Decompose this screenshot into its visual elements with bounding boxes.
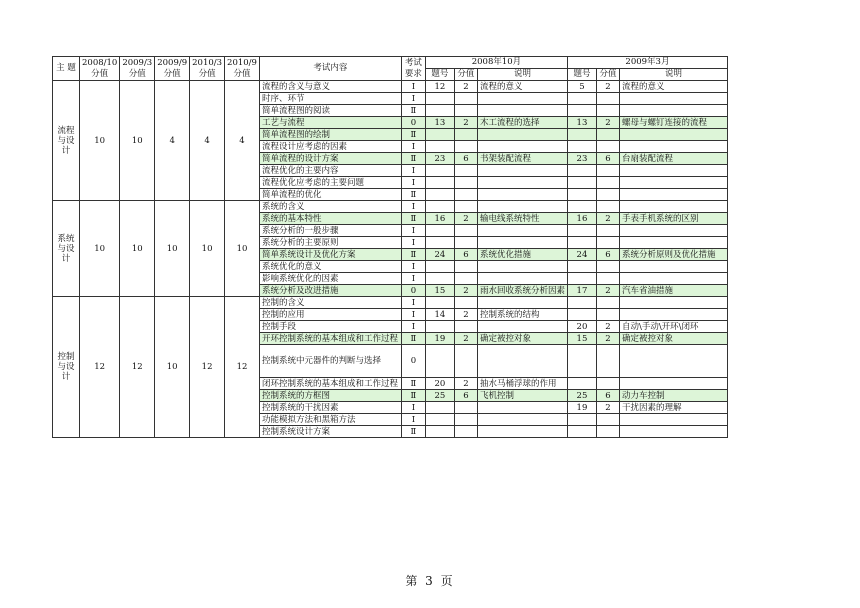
header-row-1 — [53, 57, 728, 69]
b-score-cell — [596, 261, 619, 273]
b-score-cell — [596, 378, 619, 390]
section-score: 12 — [80, 297, 120, 438]
header-score-2008-10: 2008/10分值 — [80, 57, 120, 81]
content-cell: 系统分析的主要原则 — [259, 237, 401, 249]
section-topic: 流程与设计 — [53, 81, 80, 201]
b-desc-cell: 汽车省油措施 — [619, 285, 727, 297]
content-cell: 流程优化的主要内容 — [259, 165, 401, 177]
b-desc-cell: 自动\手动\开环\闭环 — [619, 321, 727, 333]
table-row — [53, 297, 728, 309]
requirement-cell: Ⅱ — [401, 390, 425, 402]
b-score-cell — [596, 189, 619, 201]
b-score-cell: 2 — [596, 117, 619, 129]
a-question-cell — [425, 345, 454, 378]
b-desc-cell: 系统分析原则及优化措施 — [619, 249, 727, 261]
a-question-cell: 20 — [425, 378, 454, 390]
a-score-cell: 2 — [454, 213, 477, 225]
b-question-cell: 13 — [567, 117, 596, 129]
section-score: 12 — [225, 297, 260, 438]
a-question-cell: 13 — [425, 117, 454, 129]
b-desc-cell — [619, 414, 727, 426]
requirement-cell: Ⅰ — [401, 273, 425, 285]
a-score-cell — [454, 426, 477, 438]
a-desc-cell — [477, 297, 567, 309]
header-score-2010-9: 2010/9分值 — [225, 57, 260, 81]
content-cell: 控制的含义 — [259, 297, 401, 309]
b-score-cell: 2 — [596, 81, 619, 93]
requirement-cell: Ⅱ — [401, 426, 425, 438]
requirement-cell: 0 — [401, 345, 425, 378]
header-a-question: 题号 — [425, 69, 454, 81]
a-question-cell — [425, 426, 454, 438]
b-question-cell: 19 — [567, 402, 596, 414]
content-cell: 开环控制系统的基本组成和工作过程 — [259, 333, 401, 345]
b-desc-cell — [619, 105, 727, 117]
a-question-cell: 16 — [425, 213, 454, 225]
b-question-cell: 20 — [567, 321, 596, 333]
b-desc-cell — [619, 177, 727, 189]
a-score-cell — [454, 165, 477, 177]
a-score-cell — [454, 105, 477, 117]
a-score-cell: 2 — [454, 285, 477, 297]
b-score-cell — [596, 273, 619, 285]
section-score: 10 — [225, 201, 260, 297]
a-question-cell: 12 — [425, 81, 454, 93]
a-score-cell: 2 — [454, 378, 477, 390]
b-desc-cell — [619, 261, 727, 273]
b-score-cell — [596, 165, 619, 177]
a-desc-cell — [477, 129, 567, 141]
a-score-cell — [454, 402, 477, 414]
b-desc-cell — [619, 273, 727, 285]
header-score-2009-9: 2009/9分值 — [155, 57, 190, 81]
b-question-cell — [567, 165, 596, 177]
a-question-cell — [425, 141, 454, 153]
a-score-cell — [454, 345, 477, 378]
a-question-cell: 15 — [425, 285, 454, 297]
table-row — [53, 201, 728, 213]
a-score-cell — [454, 237, 477, 249]
a-desc-cell — [477, 177, 567, 189]
b-desc-cell — [619, 237, 727, 249]
a-desc-cell — [477, 261, 567, 273]
a-question-cell — [425, 237, 454, 249]
b-score-cell: 2 — [596, 285, 619, 297]
section-score: 10 — [120, 201, 155, 297]
a-desc-cell — [477, 141, 567, 153]
content-cell: 系统优化的意义 — [259, 261, 401, 273]
header-exam-2008-10: 2008年10月 — [425, 57, 567, 69]
requirement-cell: Ⅰ — [401, 177, 425, 189]
b-desc-cell — [619, 309, 727, 321]
a-question-cell — [425, 273, 454, 285]
a-score-cell: 6 — [454, 153, 477, 165]
a-question-cell — [425, 321, 454, 333]
content-cell: 简单系统设计及优化方案 — [259, 249, 401, 261]
a-desc-cell — [477, 225, 567, 237]
b-question-cell — [567, 93, 596, 105]
a-question-cell — [425, 177, 454, 189]
b-desc-cell — [619, 297, 727, 309]
page-number: 第 3 页 — [405, 574, 455, 588]
b-score-cell: 2 — [596, 321, 619, 333]
b-desc-cell — [619, 426, 727, 438]
a-desc-cell — [477, 105, 567, 117]
section-score: 10 — [80, 201, 120, 297]
a-desc-cell — [477, 273, 567, 285]
b-score-cell — [596, 345, 619, 378]
b-score-cell — [596, 426, 619, 438]
content-cell: 流程设计应考虑的因素 — [259, 141, 401, 153]
b-score-cell — [596, 297, 619, 309]
requirement-cell: Ⅱ — [401, 189, 425, 201]
a-desc-cell: 确定被控对象 — [477, 333, 567, 345]
header-b-desc: 说明 — [619, 69, 727, 81]
header-topic: 主 题 — [53, 57, 80, 81]
a-question-cell: 14 — [425, 309, 454, 321]
content-cell: 闭环控制系统的基本组成和工作过程 — [259, 378, 401, 390]
content-cell: 简单流程的设计方案 — [259, 153, 401, 165]
section-topic: 系统与设计 — [53, 201, 80, 297]
section-score: 10 — [190, 201, 225, 297]
b-desc-cell: 台扇装配流程 — [619, 153, 727, 165]
b-desc-cell — [619, 201, 727, 213]
section-score: 10 — [155, 297, 190, 438]
a-desc-cell: 抽水马桶浮球的作用 — [477, 378, 567, 390]
b-question-cell — [567, 378, 596, 390]
header-exam-2009-3: 2009年3月 — [567, 57, 727, 69]
b-score-cell — [596, 141, 619, 153]
b-question-cell — [567, 273, 596, 285]
requirement-cell: Ⅰ — [401, 81, 425, 93]
b-question-cell: 15 — [567, 333, 596, 345]
requirement-cell: Ⅰ — [401, 225, 425, 237]
b-question-cell — [567, 189, 596, 201]
requirement-cell: Ⅰ — [401, 402, 425, 414]
a-question-cell — [425, 414, 454, 426]
section-score: 4 — [190, 81, 225, 201]
a-score-cell: 2 — [454, 117, 477, 129]
a-desc-cell — [477, 237, 567, 249]
requirement-cell: Ⅰ — [401, 165, 425, 177]
a-desc-cell: 输电线系统特性 — [477, 213, 567, 225]
b-question-cell — [567, 426, 596, 438]
a-score-cell — [454, 225, 477, 237]
requirement-cell: Ⅰ — [401, 237, 425, 249]
a-score-cell — [454, 177, 477, 189]
requirement-cell: Ⅱ — [401, 129, 425, 141]
a-desc-cell — [477, 426, 567, 438]
table-row — [53, 81, 728, 93]
a-score-cell — [454, 273, 477, 285]
header-score-2010-3: 2010/3分值 — [190, 57, 225, 81]
b-question-cell — [567, 414, 596, 426]
b-score-cell: 6 — [596, 390, 619, 402]
a-question-cell: 19 — [425, 333, 454, 345]
a-question-cell — [425, 105, 454, 117]
header-content: 考试内容 — [259, 57, 401, 81]
a-score-cell: 2 — [454, 333, 477, 345]
b-desc-cell — [619, 165, 727, 177]
requirement-cell: 0 — [401, 117, 425, 129]
a-question-cell: 23 — [425, 153, 454, 165]
b-desc-cell — [619, 129, 727, 141]
header-a-score: 分值 — [454, 69, 477, 81]
header-b-score: 分值 — [596, 69, 619, 81]
b-score-cell — [596, 414, 619, 426]
requirement-cell: Ⅱ — [401, 333, 425, 345]
b-desc-cell — [619, 189, 727, 201]
a-question-cell — [425, 201, 454, 213]
b-desc-cell — [619, 141, 727, 153]
b-question-cell: 24 — [567, 249, 596, 261]
content-cell: 时序、环节 — [259, 93, 401, 105]
requirement-cell: Ⅰ — [401, 261, 425, 273]
section-score: 10 — [120, 81, 155, 201]
a-question-cell — [425, 402, 454, 414]
a-score-cell — [454, 141, 477, 153]
a-question-cell — [425, 129, 454, 141]
requirement-cell: Ⅰ — [401, 297, 425, 309]
requirement-cell: Ⅰ — [401, 201, 425, 213]
header-b-question: 题号 — [567, 69, 596, 81]
a-desc-cell — [477, 321, 567, 333]
b-desc-cell: 螺母与螺钉连接的流程 — [619, 117, 727, 129]
b-desc-cell — [619, 345, 727, 378]
b-desc-cell: 干扰因素的理解 — [619, 402, 727, 414]
a-score-cell — [454, 321, 477, 333]
b-score-cell: 2 — [596, 333, 619, 345]
b-question-cell — [567, 261, 596, 273]
a-score-cell — [454, 414, 477, 426]
b-desc-cell — [619, 378, 727, 390]
content-cell: 控制系统的方框图 — [259, 390, 401, 402]
section-topic: 控制与设计 — [53, 297, 80, 438]
content-cell: 简单流程图的阅读 — [259, 105, 401, 117]
content-cell: 工艺与流程 — [259, 117, 401, 129]
b-score-cell — [596, 309, 619, 321]
requirement-cell: Ⅰ — [401, 93, 425, 105]
b-desc-cell — [619, 93, 727, 105]
a-question-cell — [425, 261, 454, 273]
requirement-cell: Ⅱ — [401, 105, 425, 117]
b-score-cell — [596, 177, 619, 189]
b-score-cell — [596, 93, 619, 105]
exam-analysis-table — [52, 56, 728, 438]
b-desc-cell: 手表手机系统的区别 — [619, 213, 727, 225]
requirement-cell: Ⅱ — [401, 378, 425, 390]
content-cell: 系统分析的一般步骤 — [259, 225, 401, 237]
a-score-cell — [454, 129, 477, 141]
b-desc-cell — [619, 225, 727, 237]
a-desc-cell: 流程的意义 — [477, 81, 567, 93]
content-cell: 控制手段 — [259, 321, 401, 333]
b-score-cell — [596, 237, 619, 249]
a-question-cell — [425, 297, 454, 309]
b-question-cell: 17 — [567, 285, 596, 297]
a-question-cell — [425, 93, 454, 105]
b-question-cell — [567, 141, 596, 153]
a-desc-cell — [477, 402, 567, 414]
section-score: 12 — [120, 297, 155, 438]
a-score-cell: 6 — [454, 390, 477, 402]
b-question-cell: 16 — [567, 213, 596, 225]
requirement-cell: 0 — [401, 285, 425, 297]
requirement-cell: Ⅰ — [401, 309, 425, 321]
b-question-cell — [567, 201, 596, 213]
section-score: 10 — [155, 201, 190, 297]
section-score: 4 — [155, 81, 190, 201]
b-question-cell — [567, 297, 596, 309]
requirement-cell: Ⅱ — [401, 153, 425, 165]
a-desc-cell — [477, 414, 567, 426]
a-question-cell — [425, 225, 454, 237]
b-score-cell: 6 — [596, 153, 619, 165]
header-a-desc: 说明 — [477, 69, 567, 81]
a-question-cell: 25 — [425, 390, 454, 402]
b-desc-cell: 流程的意义 — [619, 81, 727, 93]
b-score-cell — [596, 105, 619, 117]
a-desc-cell — [477, 93, 567, 105]
b-question-cell: 25 — [567, 390, 596, 402]
a-question-cell — [425, 189, 454, 201]
content-cell: 功能模拟方法和黑箱方法 — [259, 414, 401, 426]
a-score-cell: 2 — [454, 81, 477, 93]
b-question-cell — [567, 225, 596, 237]
a-desc-cell — [477, 345, 567, 378]
content-cell: 简单流程的优化 — [259, 189, 401, 201]
b-score-cell: 2 — [596, 213, 619, 225]
a-score-cell — [454, 297, 477, 309]
content-cell: 流程优化应考虑的主要问题 — [259, 177, 401, 189]
a-desc-cell: 飞机控制 — [477, 390, 567, 402]
section-score: 4 — [225, 81, 260, 201]
b-question-cell — [567, 177, 596, 189]
b-score-cell — [596, 201, 619, 213]
a-score-cell: 2 — [454, 309, 477, 321]
b-desc-cell: 动力车控制 — [619, 390, 727, 402]
a-score-cell — [454, 201, 477, 213]
b-score-cell: 6 — [596, 249, 619, 261]
content-cell: 影响系统优化的因素 — [259, 273, 401, 285]
requirement-cell: Ⅰ — [401, 141, 425, 153]
requirement-cell: Ⅱ — [401, 213, 425, 225]
b-question-cell — [567, 237, 596, 249]
a-score-cell — [454, 261, 477, 273]
b-question-cell: 5 — [567, 81, 596, 93]
b-score-cell: 2 — [596, 402, 619, 414]
content-cell: 控制系统中元器件的判断与选择 — [259, 345, 401, 378]
a-desc-cell: 木工流程的选择 — [477, 117, 567, 129]
b-score-cell — [596, 225, 619, 237]
a-question-cell: 24 — [425, 249, 454, 261]
content-cell: 简单流程图的绘制 — [259, 129, 401, 141]
section-score: 10 — [80, 81, 120, 201]
requirement-cell: Ⅰ — [401, 414, 425, 426]
content-cell: 控制系统设计方案 — [259, 426, 401, 438]
a-score-cell — [454, 189, 477, 201]
section-score: 12 — [190, 297, 225, 438]
a-score-cell — [454, 93, 477, 105]
a-desc-cell — [477, 165, 567, 177]
b-question-cell — [567, 129, 596, 141]
b-score-cell — [596, 129, 619, 141]
b-question-cell — [567, 105, 596, 117]
a-question-cell — [425, 165, 454, 177]
a-desc-cell: 雨水回收系统分析因素 — [477, 285, 567, 297]
content-cell: 控制的应用 — [259, 309, 401, 321]
b-question-cell — [567, 309, 596, 321]
content-cell: 系统的基本特性 — [259, 213, 401, 225]
requirement-cell: Ⅰ — [401, 321, 425, 333]
a-desc-cell — [477, 189, 567, 201]
content-cell: 流程的含义与意义 — [259, 81, 401, 93]
a-score-cell: 6 — [454, 249, 477, 261]
content-cell: 控制系统的干扰因素 — [259, 402, 401, 414]
b-question-cell: 23 — [567, 153, 596, 165]
header-score-2009-3: 2009/3分值 — [120, 57, 155, 81]
a-desc-cell: 书架装配流程 — [477, 153, 567, 165]
requirement-cell: Ⅱ — [401, 249, 425, 261]
header-requirement: 考试要求 — [401, 57, 425, 81]
a-desc-cell: 系统优化措施 — [477, 249, 567, 261]
a-desc-cell: 控制系统的结构 — [477, 309, 567, 321]
b-desc-cell: 确定被控对象 — [619, 333, 727, 345]
a-desc-cell — [477, 201, 567, 213]
b-question-cell — [567, 345, 596, 378]
content-cell: 系统分析及改进措施 — [259, 285, 401, 297]
content-cell: 系统的含义 — [259, 201, 401, 213]
